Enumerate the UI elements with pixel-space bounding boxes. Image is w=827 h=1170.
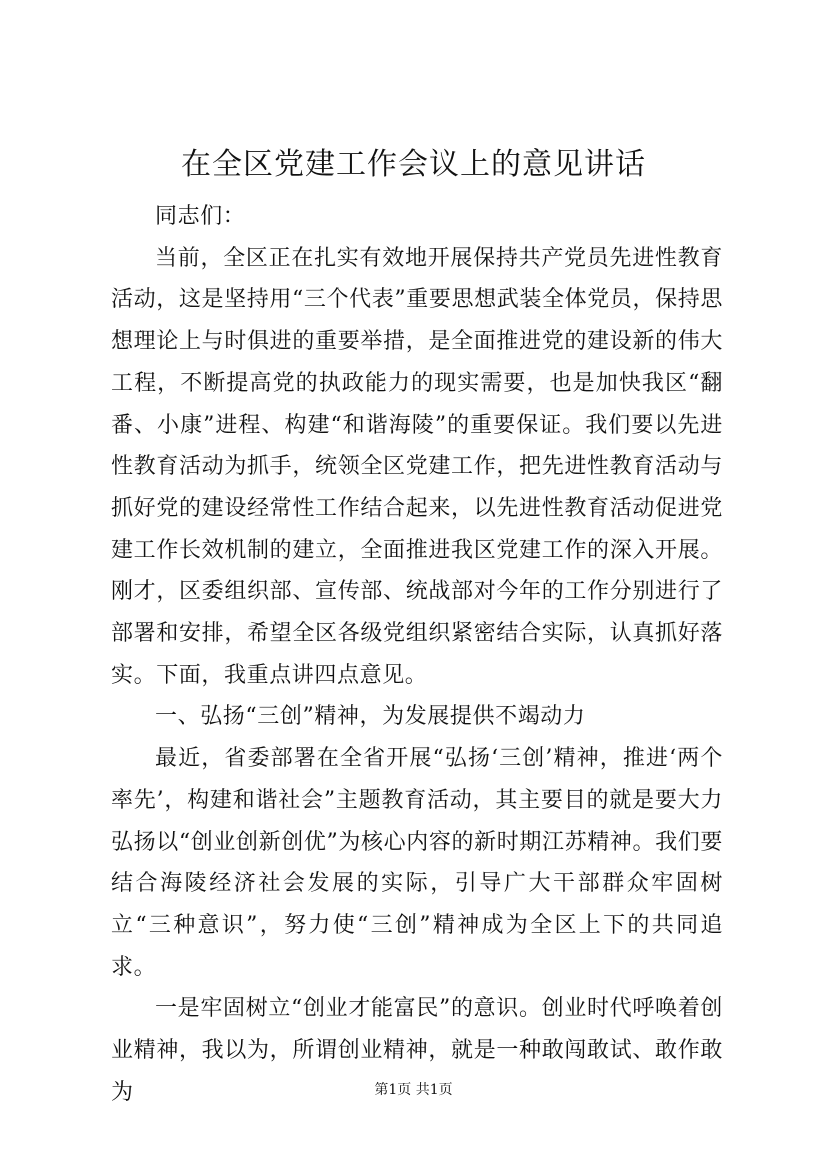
intro-paragraph: 当前，全区正在扎实有效地开展保持共产党员先进性教育活动，这是坚持用“三个代表”重要思想武装全体党员，保持思想理论上与时俱进的重要举措，是全面推进党的建设新的伟大工程，不断提高党的执政能力的现实需要，也是加快我区“翻番、小康”进程、构建“和谐海陵”的重要保证。我们要以先进性教育活动为抓手，统领全区党建工作，把先进性教育活动与抓好党的建设经常性工作结合起来，以先进性教育活动促进党建工作长效机制的建立，全面推进我区党建工作的深入开展。刚才，区委组织部、宣传部、统战部对今年的工作分别进行了部署和安排，希望全区各级党组织紧密结合实际，认真抓好落实。下面，我重点讲四点意见。: [111, 245, 723, 688]
document-body: [111, 196, 723, 1113]
salutation-paragraph: 同志们：: [155, 204, 246, 229]
document-title: 在全区党建工作会议上的意见讲话: [181, 147, 646, 182]
section-paragraph: 最近，省委部署在全省开展“弘扬‘三创’精神，推进‘两个率先’，构建和谐社会”主题教育活动，其主要目的就是要大力弘扬以“创业创新创优”为核心内容的新时期江苏精神。我们要结合海陵经济社会发展的实际，引导广大干部群众牢固树立“三种意识”，努力使“三创”精神成为全区上下的共同追求。: [111, 746, 723, 980]
section-heading: 一、弘扬“三创”精神，为发展提供不竭动力: [155, 704, 586, 730]
point-paragraph: 一是牢固树立“创业才能富民”的意识。创业时代呼唤着创业精神，我以为，所谓创业精神，就是一种敢闯敢试、敢作敢为: [111, 996, 723, 1105]
page-footer: 第1页 共1页: [374, 1082, 453, 1098]
